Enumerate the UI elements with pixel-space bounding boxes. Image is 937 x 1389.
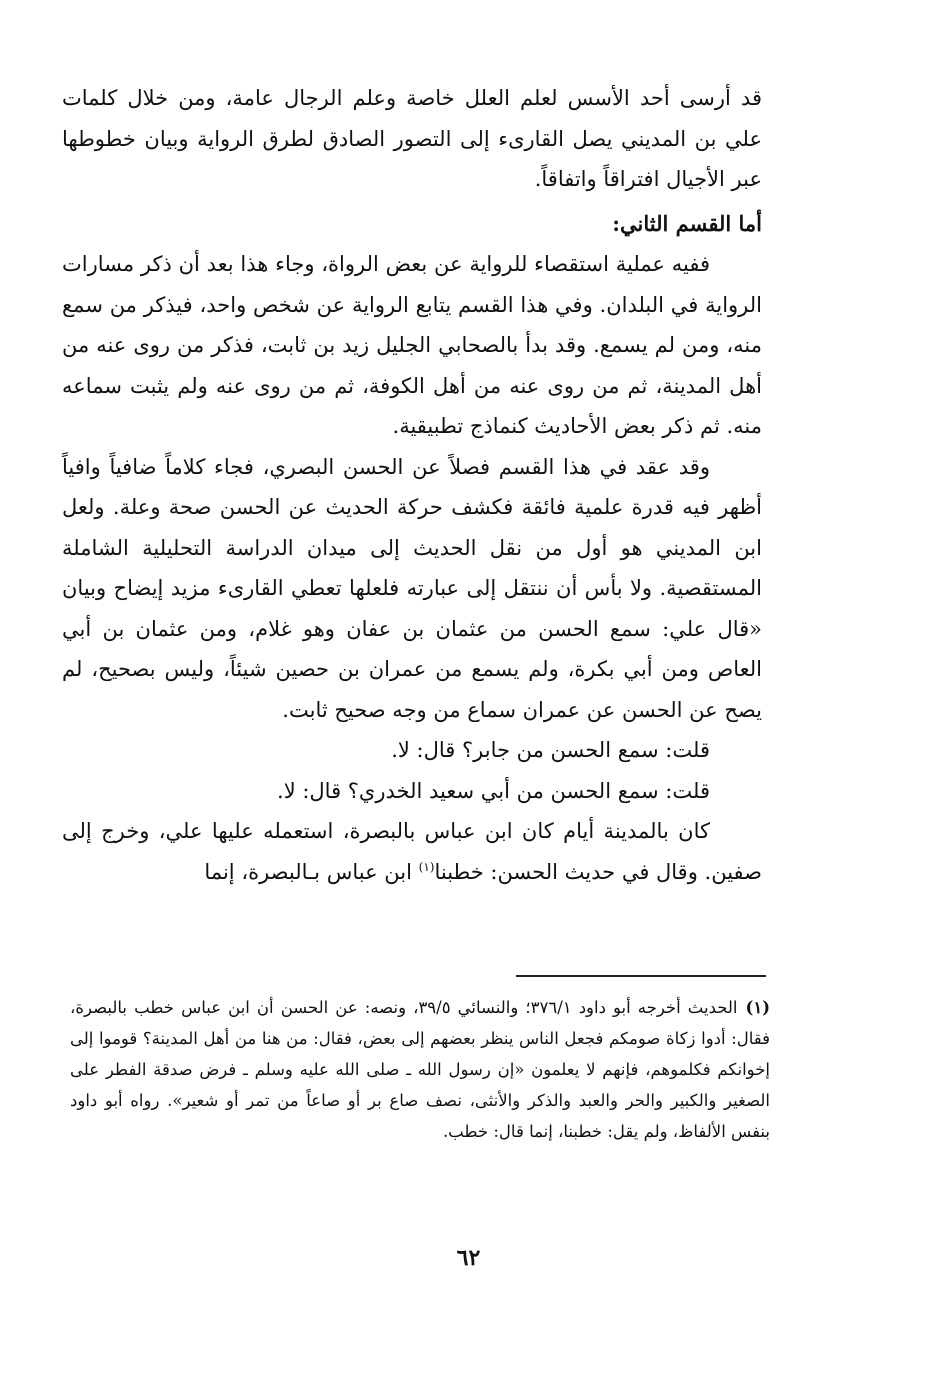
paragraph-hasan-basri: وقد عقد في هذا القسم فصلاً عن الحسن البصري، فجاء كلاماً ضافياً وافياً أظهر فيه قدرة علمية فائقة فكشف حركة الحديث عن الحسن صحة وعلة. ولعل ابن المديني هو أول من نقل الحديث إلى ميدان الدراسة التحليلية الشاملة المستقصية. ولا بأس أن ننتقل إلى عبارته فلعلها تعطي القارىء مزيد إيضاح وبيان «قال علي: سمع الحسن من عثمان بن عفان وهو غلام، ومن عثمان بن أبي العاص ومن أبي بكرة، ولم يسمع من عمران بن حصين شيئاً، وليس بصحيح، لم يصح عن الحسن عن عمران سماع من وجه صحيح ثابت. <box>62 454 762 722</box>
quote-line-abu-said: قلت: سمع الحسن من أبي سعيد الخدري؟ قال: لا. <box>277 778 710 803</box>
section-heading: أما القسم الثاني: <box>612 210 762 236</box>
page-number: ٦٢ <box>456 1245 481 1271</box>
paragraph-intro: قد أرسى أحد الأسس لعلم العلل خاصة وعلم الرجال عامة، ومن خلال كلمات علي بن المديني يصل القارىء إلى التصور الصادق لطرق الرواية وبيان خطوطها عبر الأجيال افتراقاً واتفاقاً. <box>62 86 762 191</box>
footnote-marker: (١) <box>745 998 770 1017</box>
footnotes-block <box>70 992 770 1147</box>
quote-line-jabir: قلت: سمع الحسن من جابر؟ قال: لا. <box>391 738 710 762</box>
paragraph-ibn-abbas-part2: ابن عباس بـالبصرة، إنما <box>204 859 419 884</box>
paragraph-second-part: ففيه عملية استقصاء للرواية عن بعض الرواة، وجاء هذا بعد أن ذكر مسارات الرواية في البلدان. وفي هذا القسم يتابع الرواية عن شخص واحد، فيذكر من سمع منه، ومن لم يسمع. وقد بدأ بالصحابي الجليل زيد بن ثابت، فذكر من روى عنه من أهل المدينة، ثم من روى عنه من أهل الكوفة، ثم من روى عنه ولم يثبت سماعه منه. ثم ذكر بعض الأحاديث كنماذج تطبيقية. <box>62 252 762 438</box>
body-text <box>62 78 762 892</box>
footnote-reference[interactable]: (١) <box>418 859 435 874</box>
footnote-item <box>70 992 770 1147</box>
main-text-block <box>62 78 762 892</box>
paragraph-ibn-abbas <box>62 811 762 892</box>
footnote-text: الحديث أخرجه أبو داود ٣٧٦/١؛ والنسائي ٣٩/٥، ونصه: عن الحسن أن ابن عباس خطب بالبصرة، فقال: أدوا زكاة صومكم فجعل الناس ينظر بعضهم إلى بعض، فقال: من هنا من أهل المدينة؟ قوموا إلى إخوانكم فكلموهم، فإنهم لا يعلمون «إن رسول الله ـ صلى الله عليه وسلم ـ فرض صدقة الفطر على الصغير والكبير والحر والعبد والذكر والأنثى، نصف صاع بر أو صاعاً من تمر أو شعير». رواه أبو داود بنفس الألفاظ، ولم يقل: خطبنا، إنما قال: خطب. <box>70 998 770 1141</box>
paragraph-ibn-abbas-part1: كان بالمدينة أيام كان ابن عباس بالبصرة، استعمله عليها علي، وخرج إلى صفين. وقال في حديث الحسن: خطبنا <box>62 819 762 884</box>
footnote-divider <box>516 975 766 977</box>
